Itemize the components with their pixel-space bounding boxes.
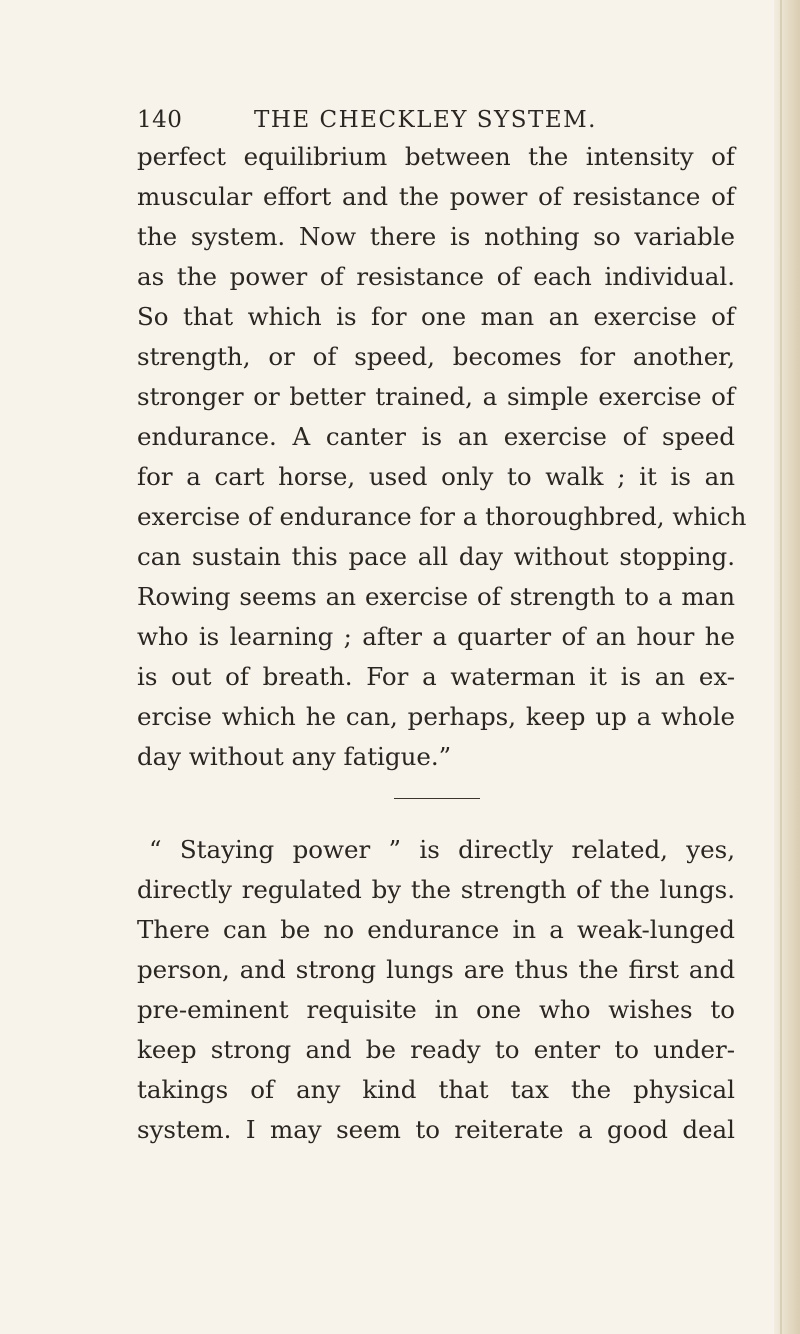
text-line: as the power of resistance of each individual. (137, 262, 735, 291)
text-line: ercise which he can, perhaps, keep up a whole (137, 702, 735, 731)
page-edge (774, 0, 800, 1334)
text-line: is out of breath. For a waterman it is an ex- (137, 662, 735, 691)
text-line: directly regulated by the strength of the lungs. (137, 875, 735, 904)
text-line: stronger or better trained, a simple exercise of (137, 382, 735, 411)
text-line: person, and strong lungs are thus the first and (137, 955, 735, 984)
paragraph-2 (137, 830, 735, 1150)
text-line: day without any fatigue.” (137, 742, 452, 771)
text-line: Rowing seems an exercise of strength to a man (137, 582, 735, 611)
text-line: pre-eminent requisite in one who wishes to (137, 995, 735, 1024)
text-line: the system. Now there is nothing so variable (137, 222, 735, 251)
body-text (137, 137, 747, 1150)
text-line: keep strong and be ready to enter to under- (137, 1035, 735, 1064)
section-separator (137, 777, 735, 830)
text-line: So that which is for one man an exercise of (137, 302, 735, 331)
text-line: There can be no endurance in a weak-lunged (137, 915, 735, 944)
running-title: THE CHECKLEY SYSTEM. (254, 107, 597, 133)
text-line: perfect equilibrium between the intensity of (137, 142, 735, 171)
text-line: takings of any kind that tax the physical (137, 1075, 735, 1104)
text-line: exercise of endurance for a thoroughbred, which (137, 502, 747, 531)
running-head (137, 100, 735, 140)
text-line: muscular effort and the power of resistance of (137, 182, 735, 211)
text-line: for a cart horse, used only to walk ; it is an (137, 462, 735, 491)
text-line: “ Staying power ” is directly related, yes, (149, 835, 735, 864)
paragraph-1 (137, 137, 747, 777)
text-line: system. I may seem to reiterate a good deal (137, 1115, 735, 1144)
text-line: can sustain this pace all day without stopping. (137, 542, 735, 571)
text-line: endurance. A canter is an exercise of speed (137, 422, 735, 451)
text-line: who is learning ; after a quarter of an hour he (137, 622, 735, 651)
text-line: strength, or of speed, becomes for another, (137, 342, 735, 371)
separator-rule (394, 798, 480, 799)
page-number: 140 (137, 107, 183, 133)
